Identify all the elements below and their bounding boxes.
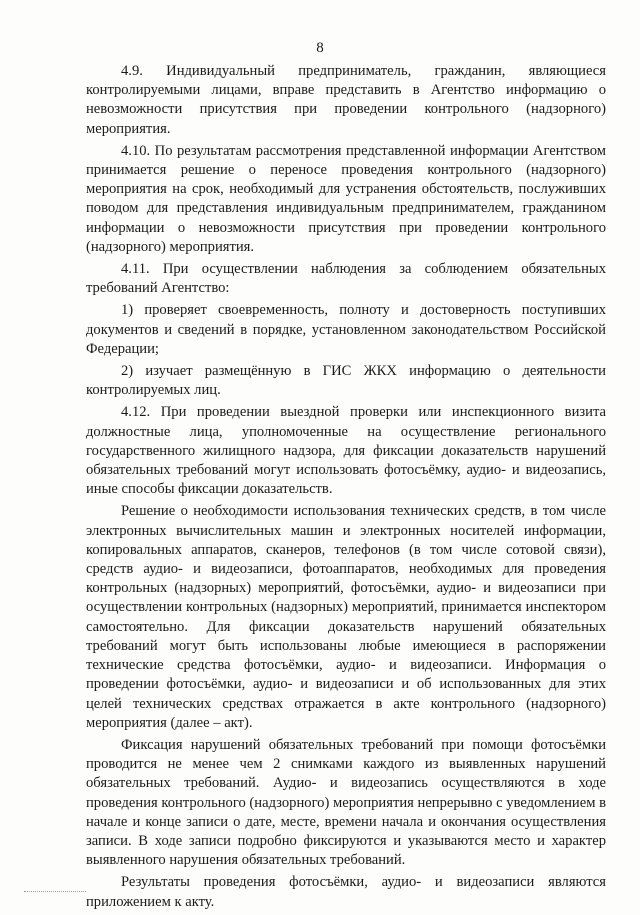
paragraph-photo-fixation: Фиксация нарушений обязательных требований при помощи фотосъёмки проводится не менее чем 2 снимками каждого из выявленных нарушений обязательных требований. Аудио- и видеозапись осуществляются в ходе проведения контрольного (надзорного) мероприятия непрерывно с уведомлением в начале и конце записи о дате, месте, времени начала и окончания осуществления записи. В ходе записи подробно фиксируются и указываются место и характер выявленного нарушения обязательных требований.: [86, 736, 606, 869]
document-body: [86, 62, 606, 915]
scan-artifact-line: [24, 891, 86, 892]
paragraph-4-9: 4.9. Индивидуальный предприниматель, гражданин, являющиеся контролируемыми лицами, вправе представить в Агентство информацию о невозможности присутствия при проведении контрольного (надзорного) мероприятия.: [86, 63, 606, 137]
paragraph-4-11: 4.11. При осуществлении наблюдения за соблюдением обязательных требований Агентство:: [86, 261, 606, 297]
paragraph-4-11-item-2: 2) изучает размещённую в ГИС ЖКХ информацию о деятельности контролируемых лиц.: [86, 363, 606, 399]
paragraph-results-appendix: Результаты проведения фотосъёмки, аудио- и видеозаписи являются приложением к акту.: [86, 874, 606, 910]
paragraph-technical-means: Решение о необходимости использования технических средств, в том числе электронных вычислительных машин и электронных носителей информации, копировальных аппаратов, сканеров, телефонов (в том числе сотовой связи), средств аудио- и видеозаписи, фотоаппаратов, необходимых для проведения контрольных (надзорных) мероприятий, фотосъёмки, аудио- и видеозаписи при осуществлении контрольных (надзорных) мероприятий, принимается инспектором самостоятельно. Для фиксации доказательств нарушений обязательных требований могут быть использованы любые имеющиеся в распоряжении технические средства фотосъёмки, аудио- и видеозаписи. Информация о проведении фотосъёмки, аудио- и видеозаписи и об использованных для этих целей технических средствах отражается в акте контрольного (надзорного) мероприятия (далее – акт).: [86, 503, 606, 731]
paragraph-4-12: 4.12. При проведении выездной проверки или инспекционного визита должностные лица, уполномоченные на осуществление регионального государственного жилищного надзора, для фиксации доказательств нарушений обязательных требований могут использовать фотосъёмку, аудио- и видеозапись, иные способы фиксации доказательств.: [86, 404, 606, 498]
paragraph-4-11-item-1: 1) проверяет своевременность, полноту и достоверность поступивших документов и сведений в порядке, установленном законодательством Российской Федерации;: [86, 302, 606, 357]
page-number: 8: [316, 40, 324, 56]
paragraph-4-10: 4.10. По результатам рассмотрения представленной информации Агентством принимается решение о переносе проведения контрольного (надзорного) мероприятия на срок, необходимый для устранения обстоятельств, послуживших поводом для представления индивидуальным предпринимателем, гражданином информации о невозможности присутствия при проведении контрольного (надзорного) мероприятия.: [86, 142, 606, 255]
